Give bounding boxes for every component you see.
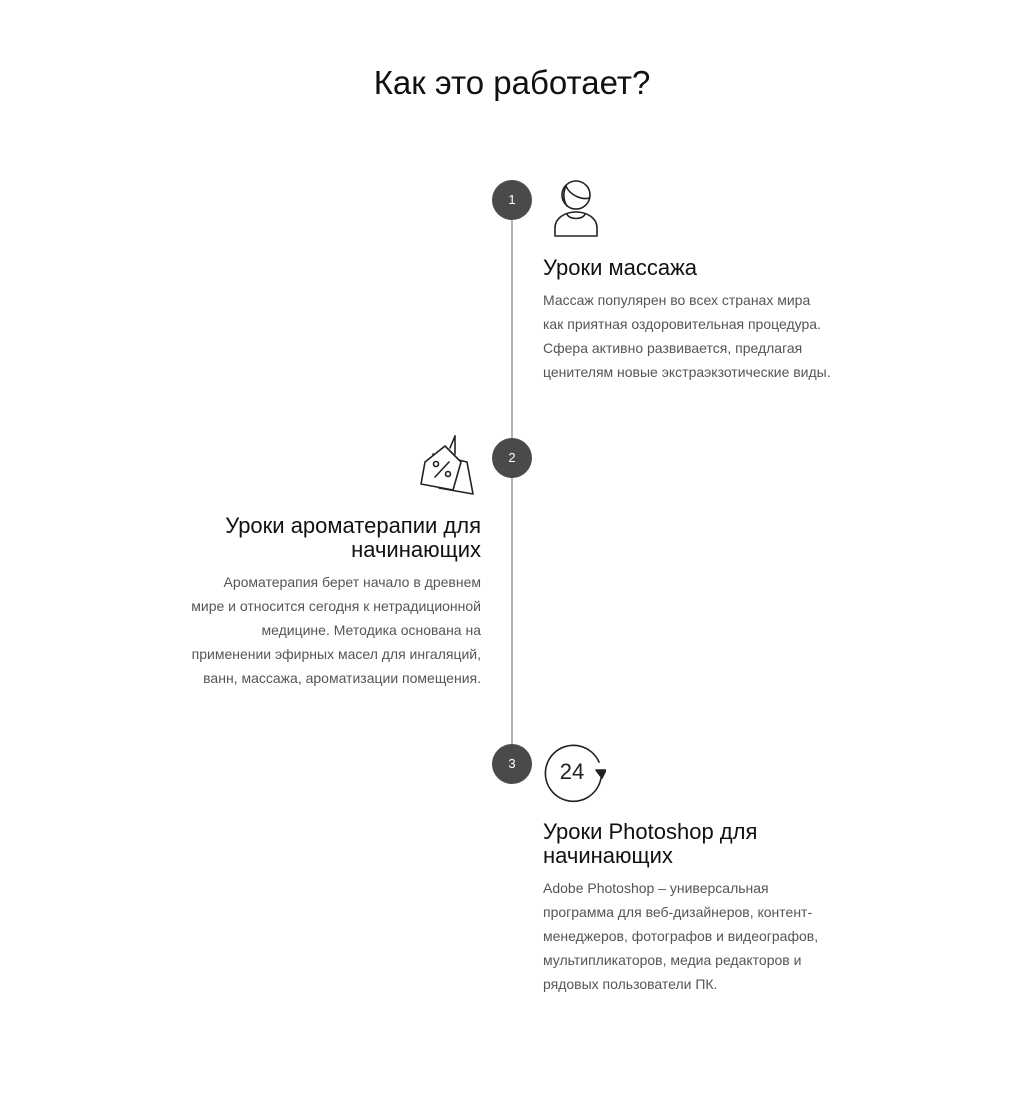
page-title: Как это работает? [373, 64, 651, 101]
step-title: Уроки массажа [543, 255, 698, 280]
percent-tags-icon [419, 434, 481, 496]
step-number-badge: 2 [492, 438, 532, 478]
step-description: Ароматерапия берет начало в древнем мире и относится сегодня к нетрадиционной медицине. Методика основана на применении эфирных масел для ингаляций, ванн, массажа, ароматизации помещения. [191, 574, 481, 686]
step-description: Массаж популярен во всех странах мира как приятная оздоровительная процедура. Сфера активно развивается, предлагая ценителям новые экстраэкзотические виды. [543, 292, 831, 380]
step-number-badge: 3 [492, 744, 532, 784]
woman-avatar-icon [545, 176, 607, 238]
step-number-badge: 1 [492, 180, 532, 220]
timeline-line [511, 200, 513, 764]
step-title: Уроки ароматерапии для начинающих [225, 513, 481, 562]
24-hours-icon [544, 742, 606, 804]
icon-text: 24 [559, 759, 585, 784]
step-description: Adobe Photoshop – универсальная программа для веб-дизайнеров, контент-менеджеров, фотографов и видеографов, мультипликаторов, медиа редакторов и рядовых пользователи ПК. [543, 880, 819, 992]
step-title: Уроки Photoshop для начинающих [543, 819, 758, 868]
